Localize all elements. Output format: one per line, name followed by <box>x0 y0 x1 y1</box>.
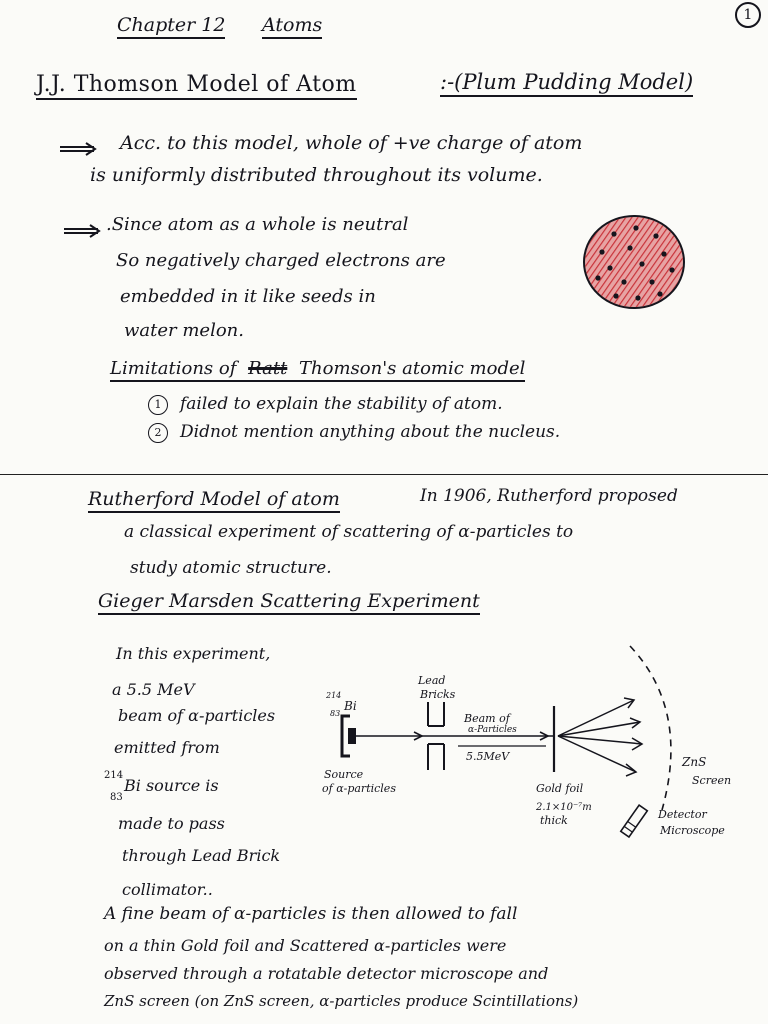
thomson-point2-line4: water melon. <box>124 320 244 341</box>
bi-mass-number: 214 <box>104 770 124 781</box>
exp-line: beam of α-particles <box>118 706 276 725</box>
exp-line: collimator.. <box>122 880 213 899</box>
limitation-number: 1 <box>148 395 168 415</box>
lead-label-2: Bricks <box>420 688 456 701</box>
foil-label-1: Gold foil <box>536 782 584 795</box>
rutherford-title: Rutherford Model of atom <box>88 488 340 513</box>
thomson-point2-line3: embedded in it like seeds in <box>120 286 376 307</box>
conclusion-line: observed through a rotatable detector microscope and <box>104 964 549 983</box>
exp-line: emitted from <box>114 738 220 757</box>
section-divider <box>0 474 768 475</box>
screen-label-1: ZnS <box>682 755 707 769</box>
conclusion-line: on a thin Gold foil and Scattered α-particles were <box>104 936 507 955</box>
scattering-diagram <box>318 640 738 840</box>
topic-heading: Atoms <box>262 14 322 39</box>
exp-line: a 5.5 MeV <box>112 680 195 699</box>
bi-atomic-number: 83 <box>110 792 123 803</box>
limitation-text: Didnot mention anything about the nucleus. <box>180 422 561 442</box>
detector-microscope <box>621 805 648 837</box>
thomson-subtitle: :-(Plum Pudding Model) <box>440 70 693 97</box>
thomson-point2-line2: So negatively charged electrons are <box>116 250 446 271</box>
zns-screen-arc <box>630 646 671 810</box>
limitation-item <box>148 422 560 443</box>
screen-label-2: Screen <box>692 774 732 787</box>
thomson-point1-line2: is uniformly distributed throughout its volume. <box>90 164 543 186</box>
limitation-text: failed to explain the stability of atom. <box>180 394 503 414</box>
bi-mass-label: 214 <box>326 691 342 700</box>
scattered-rays <box>558 698 642 776</box>
bi-symbol-label: Bi <box>344 699 357 713</box>
beam-label-1: Beam of <box>464 712 510 725</box>
exp-line: made to pass <box>118 814 225 833</box>
source-label-1: Source <box>324 768 364 781</box>
foil-label-2: 2.1×10⁻⁷m <box>536 802 592 813</box>
thomson-point2-line1: .Since atom as a whole is neutral <box>106 214 409 235</box>
struck-word: Ratt <box>248 358 288 379</box>
detector-label-1: Detector <box>658 808 707 821</box>
detector-label-2: Microscope <box>660 824 725 837</box>
limitations-title <box>110 358 525 382</box>
chapter-heading: Chapter 12 <box>117 14 225 39</box>
exp-line: Bi source is <box>124 776 219 795</box>
experiment-title: Gieger Marsden Scattering Experiment <box>98 590 480 615</box>
source-block <box>348 728 356 744</box>
arrow-icon <box>64 224 102 238</box>
source-label-2: of α-particles <box>322 782 396 795</box>
page-number: 1 <box>735 2 761 28</box>
rutherford-intro-line2: a classical experiment of scattering of α-particles to <box>124 522 574 542</box>
rutherford-intro-line1: In 1906, Rutherford proposed <box>420 486 678 506</box>
foil-label-3: thick <box>540 814 568 827</box>
conclusion-line: ZnS screen (on ZnS screen, α-particles produce Scintillations) <box>104 992 579 1010</box>
beam-energy-label: 5.5MeV <box>466 750 510 763</box>
thomson-title: J.J. Thomson Model of Atom <box>36 72 357 100</box>
exp-line: In this experiment, <box>116 644 271 663</box>
rutherford-intro-line3: study atomic structure. <box>130 558 332 578</box>
arrow-icon <box>60 142 98 156</box>
limitations-title-end: Thomson's atomic model <box>299 358 526 379</box>
limitation-item <box>148 394 503 415</box>
bi-atomic-label: 83 <box>330 709 341 718</box>
thomson-point1-line1: Acc. to this model, whole of +ve charge of atom <box>120 132 583 154</box>
exp-line: through Lead Brick <box>122 846 281 865</box>
plum-pudding-diagram <box>580 212 690 312</box>
limitations-title-start: Limitations of <box>110 358 237 379</box>
conclusion-line: A fine beam of α-particles is then allowed to fall <box>104 904 518 924</box>
lead-label-1: Lead <box>418 674 446 687</box>
limitation-number: 2 <box>148 423 168 443</box>
beam-label-2: α-Particles <box>468 725 517 735</box>
